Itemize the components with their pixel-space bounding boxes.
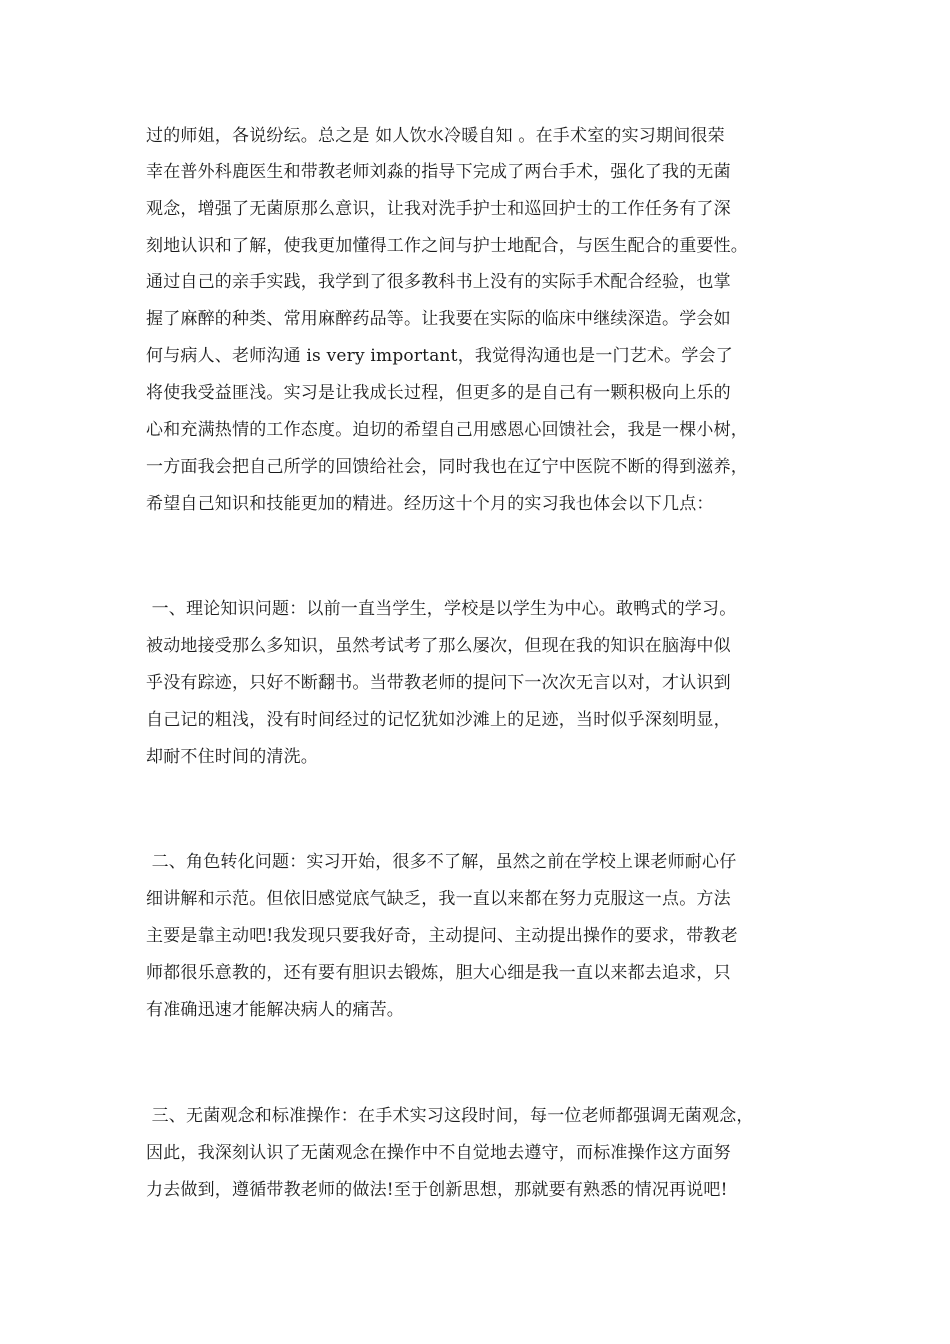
paragraph-1-line-4: 刻地认识和了解，使我更加懂得工作之间与护士地配合，与医生配合的重要性。 — [146, 236, 748, 256]
paragraph-1-line-11: 希望自己知识和技能更加的精进。经历这十个月的实习我也体会以下几点： — [146, 494, 714, 514]
paragraph-3-line-1: 二、角色转化问题：实习开始，很多不了解，虽然之前在学校上课老师耐心仔 — [146, 852, 737, 872]
paragraph-1-line-5: 通过自己的亲手实践，我学到了很多教科书上没有的实际手术配合经验，也掌 — [146, 272, 731, 292]
paragraph-2-line-2: 被动地接受那么多知识，虽然考试考了那么屡次，但现在我的知识在脑海中似 — [146, 636, 731, 656]
paragraph-4-line-2: 因此，我深刻认识了无菌观念在操作中不自觉地去遵守，而标准操作这方面努 — [146, 1143, 731, 1163]
paragraph-1-line-1: 过的师姐，各说纷纭。总之是 如人饮水冷暖自知 。在手术室的实习期间很荣 — [146, 126, 725, 146]
paragraph-3-line-2: 细讲解和示范。但依旧感觉底气缺乏，我一直以来都在努力克服这一点。方法 — [146, 889, 731, 909]
paragraph-3-line-3: 主要是靠主动吧!我发现只要我好奇，主动提问、主动提出操作的要求，带教老 — [146, 926, 738, 946]
paragraph-3-line-4: 师都很乐意教的，还有要有胆识去锻炼，胆大心细是我一直以来都去追求，只 — [146, 963, 731, 983]
paragraph-4-line-1: 三、无菌观念和标准操作：在手术实习这段时间，每一位老师都强调无菌观念， — [146, 1106, 754, 1126]
paragraph-1-line-7: 何与病人、老师沟通 is very important，我觉得沟通也是一门艺术。学会了 — [146, 346, 733, 366]
paragraph-1-line-2: 幸在普外科鹿医生和带教老师刘淼的指导下完成了两台手术，强化了我的无菌 — [146, 162, 731, 182]
paragraph-2-line-4: 自己记的粗浅，没有时间经过的记忆犹如沙滩上的足迹，当时似乎深刻明显， — [146, 710, 731, 730]
paragraph-2-line-1: 一、理论知识问题：以前一直当学生，学校是以学生为中心。敢鸭式的学习。 — [146, 599, 737, 619]
paragraph-2-line-3: 乎没有踪迹，只好不断翻书。当带教老师的提问下一次次无言以对，才认识到 — [146, 673, 731, 693]
paragraph-3-line-5: 有准确迅速才能解决病人的痛苦。 — [146, 1000, 404, 1020]
paragraph-2-line-5: 却耐不住时间的清洗。 — [146, 747, 318, 767]
paragraph-1-line-8: 将使我受益匪浅。实习是让我成长过程，但更多的是自己有一颗积极向上乐的 — [146, 383, 731, 403]
paragraph-1-line-10: 一方面我会把自己所学的回馈给社会，同时我也在辽宁中医院不断的得到滋养， — [146, 457, 748, 477]
paragraph-1-line-3: 观念，增强了无菌原那么意识，让我对洗手护士和巡回护士的工作任务有了深 — [146, 199, 731, 219]
paragraph-1-line-9: 心和充满热情的工作态度。迫切的希望自己用感恩心回馈社会，我是一棵小树， — [146, 420, 748, 440]
paragraph-1-line-6: 握了麻醉的种类、常用麻醉药品等。让我要在实际的临床中继续深造。学会如 — [146, 309, 731, 329]
paragraph-4-line-3: 力去做到，遵循带教老师的做法!至于创新思想，那就要有熟悉的情况再说吧! — [146, 1180, 728, 1200]
